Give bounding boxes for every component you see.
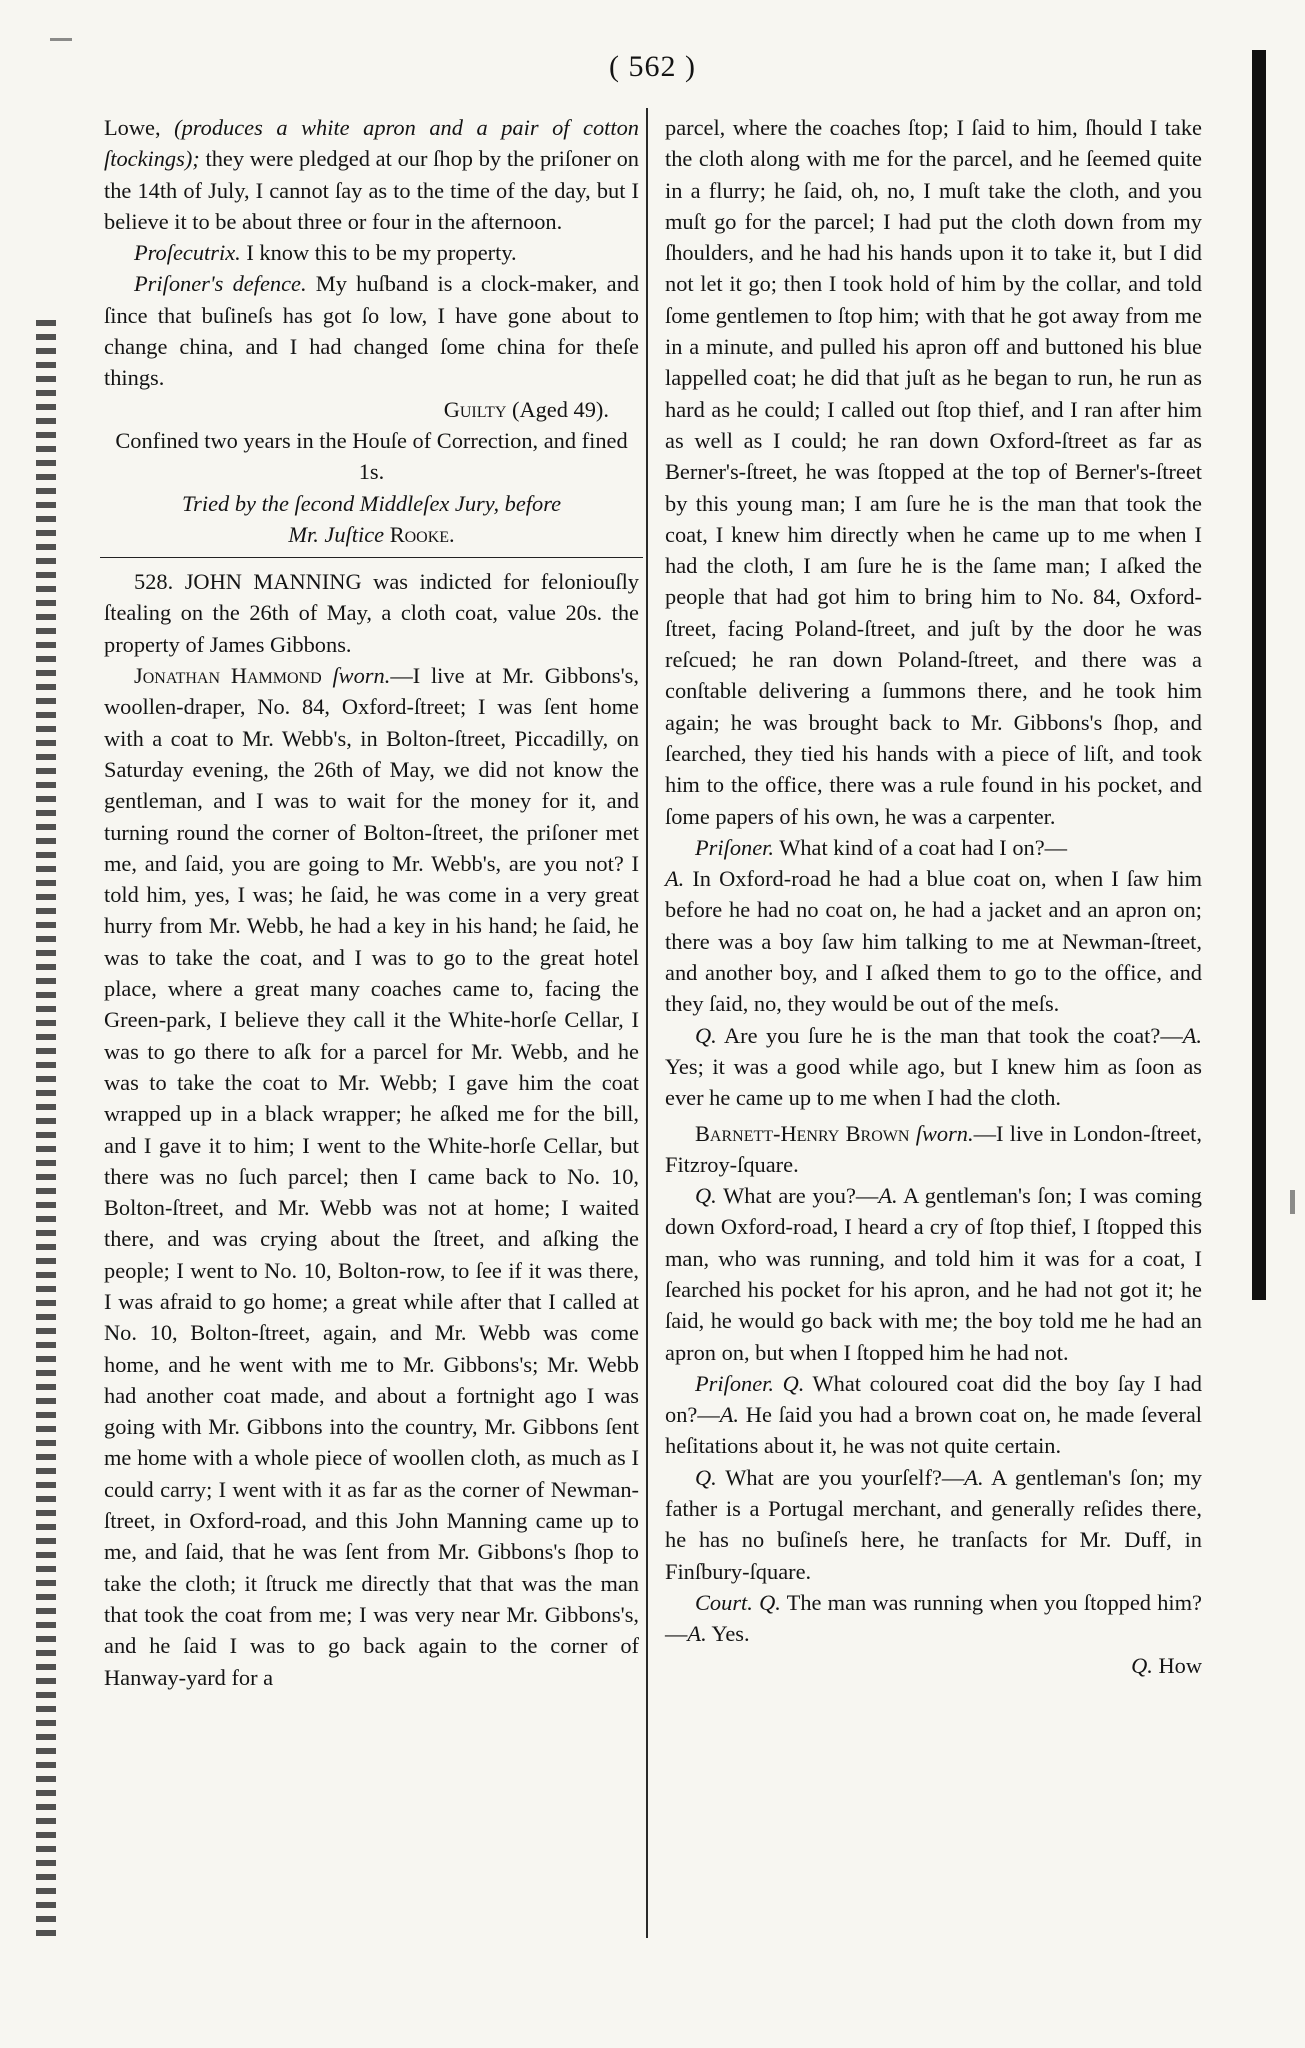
testimony-brown: Barnett-Henry Brown ſworn.—I live in London-ſtreet, Fitzroy-ſquare. <box>665 1120 1202 1177</box>
exchange-court: Court. Q. The man was running when you ſtopped him?—A. Yes. <box>665 1589 1202 1647</box>
jury-line: Tried by the ſecond Middleſex Jury, before Mr. Juſtice Rooke. <box>181 490 562 547</box>
scan-edge-marks <box>36 320 56 1940</box>
right-column <box>665 112 1202 1681</box>
exchange-question-3: Q. What are you yourſelf?—A. A gentleman's ſon; my father is a Portugal merchant, and generally reſides there, he has no buſineſs here, he tranſacts for Mr. Duff, in Finſbury-ſquare. <box>665 1464 1202 1584</box>
exchange-prisoner-2: Priſoner. Q. What coloured coat did the boy ſay I had on?—A. He ſaid you had a brown coat on, he made ſeveral heſitations about it, he was not quite certain. <box>665 1370 1202 1459</box>
left-column <box>104 112 639 1693</box>
scan-edge-shadow <box>1252 50 1266 1300</box>
section-rule <box>100 557 643 558</box>
scan-speck <box>1290 1190 1295 1214</box>
stage-direction: (produces a white apron and a pair of cotton ſtockings); <box>104 115 639 172</box>
catchword: Q. How <box>1131 1652 1202 1678</box>
case-heading: 528. JOHN MANNING was indicted for feloniouſly ſtealing on the 26th of May, a cloth coat, value 20s. the property of James Gibbons. <box>104 569 639 657</box>
scan-speck <box>50 38 72 41</box>
column-divider <box>646 108 648 1938</box>
exchange-question-1: Q. Are you ſure he is the man that took the coat?—A. Yes; it was a good while ago, but I knew him as ſoon as ever he came up to me when I had the cloth. <box>665 1022 1202 1111</box>
speaker-label: Proſecutrix. <box>134 240 241 266</box>
witness-name: Jonathan Hammond <box>134 663 322 689</box>
verdict: Guilty (Aged 49). <box>443 396 609 422</box>
paragraph-prosecutrix: Proſecutrix. I know this to be my property. <box>134 240 517 266</box>
paragraph-lowe: Lowe, (produces a white apron and a pair of cotton ſtockings); they were pledged at our ſhop by the priſoner on the 14th of July, I cannot ſay as to the time of the day, but I believe it to be about three or four in the afternoon. <box>104 115 639 234</box>
paragraph-defence: Priſoner's defence. My huſband is a clock-maker, and ſince that buſineſs has got ſo low, I have gone about to change china, and I had changed ſome china for theſe things. <box>104 271 639 391</box>
sentence: Confined two years in the Houſe of Correction, and fined 1s. <box>115 427 628 485</box>
page-number: ( 562 ) <box>609 50 696 83</box>
testimony-continued: parcel, where the coaches ſtop; I ſaid to him, ſhould I take the cloth along with me for the parcel, and he ſeemed quite in a flurry; he ſaid, oh, no, I muſt take the cloth, and you muſt go for the parcel; I had put the cloth down from my ſhoulders, and he had his hands upon it to take it, but I did not let it go; then I took hold of him by the collar, and told ſome gentlemen to ſtop him; with that he got away from me in a minute, and pulled his apron off and buttoned his blue lappelled coat; he did that juſt as he began to run, he run as hard as he could; I called out ſtop thief, and I ran after him as well as I could; he ran down Oxford-ſtreet as far as Berner's-ſtreet, he was ſtopped at the top of Berner's-ſtreet by this young man; I am ſure he is the man that took the coat, I knew him directly when he came up to me when I had the cloth, I am ſure he is the ſame man; I aſked the people that had got him to bring him to No. 84, Oxford-ſtreet, facing Poland-ſtreet, and juſt by the door he was reſcued; he ran down Poland-ſtreet, and there was a conſtable delivering a ſummons there, and he took him again; he was brought back to Mr. Gibbons's ſhop, and ſearched, they tied his hands with a piece of liſt, and took him to the office, there was a rule found in his pocket, and ſome papers of his own, he was a carpenter. <box>665 115 1202 829</box>
testimony-hammond: Jonathan Hammond ſworn.—I live at Mr. Gibbons's, woollen-draper, No. 84, Oxford-ſtreet; I was ſent home with a coat to Mr. Webb's, in Bolton-ſtreet, Piccadilly, on Saturday evening, the 26th of May, we did not know the gentleman, and I was to wait for the money for it, and turning round the corner of Bolton-ſtreet, the priſoner met me, and ſaid, you are going to Mr. Webb's, are you not? I told him, yes, I was; he ſaid, he was come in a very great hurry from Mr. Webb, he had a key in his hand; he ſaid, he was to take the coat, and I was to go to the great hotel place, where a great many coaches came to, facing the Green-park, I believe they call it the White-horſe Cellar, I was to go there to aſk for a parcel for Mr. Webb, and he was to take the coat to Mr. Webb; I gave him the coat wrapped up in a black wrapper; he aſked me for the bill, and I gave it to him; I went to the White-horſe Cellar, but there was no ſuch parcel; then I came back to No. 10, Bolton-ſtreet, and Mr. Webb was not at home; I waited there, and was crying about the ſtreet, and aſking the people; I went to No. 10, Bolton-row, to ſee if it was there, I was afraid to go home; a great while after that I called at No. 10, Bolton-ſtreet, again, and Mr. Webb was come home, and he went with me to Mr. Gibbons's; Mr. Webb had another coat made, and about a fortnight ago I was going with Mr. Gibbons into the country, Mr. Gibbons ſent me home with a whole piece of woollen cloth, as much as I could carry; I went with it as far as the corner of Newman-ſtreet, in Oxford-road, and this John Manning came up to me, and ſaid, that he was ſent from Mr. Gibbons's ſhop to take the cloth; it ſtruck me directly that that was the man that took the coat from me; I was very near Mr. Gibbons's, and he ſaid I was to go back again to the corner of Hanway-yard for a <box>104 663 639 1690</box>
speaker-label: Priſoner's defence. <box>134 271 307 297</box>
exchange-question-2: Q. What are you?—A. A gentleman's ſon; I was coming down Oxford-road, I heard a cry of ſtop thief, I ſtopped this man, who was running, and told him it was for a coat, I ſearched his pocket for his apron, and he had not got it; he ſaid, he would go back with me; the boy told me he had an apron on, but when I ſtopped him he had not. <box>665 1183 1203 1365</box>
witness-name: Barnett-Henry Brown <box>695 1120 910 1146</box>
exchange-prisoner-1: Priſoner. What kind of a coat had I on?— A. In Oxford-road he had a blue coat on, when I ſaw him before he had no coat on, he had a jacket and an apron on; there was a boy ſaw him talking to me at Newman-ſtreet, and another boy, and I aſked them to go to the office, and they ſaid, no, they would be out of the meſs. <box>665 834 1202 1017</box>
